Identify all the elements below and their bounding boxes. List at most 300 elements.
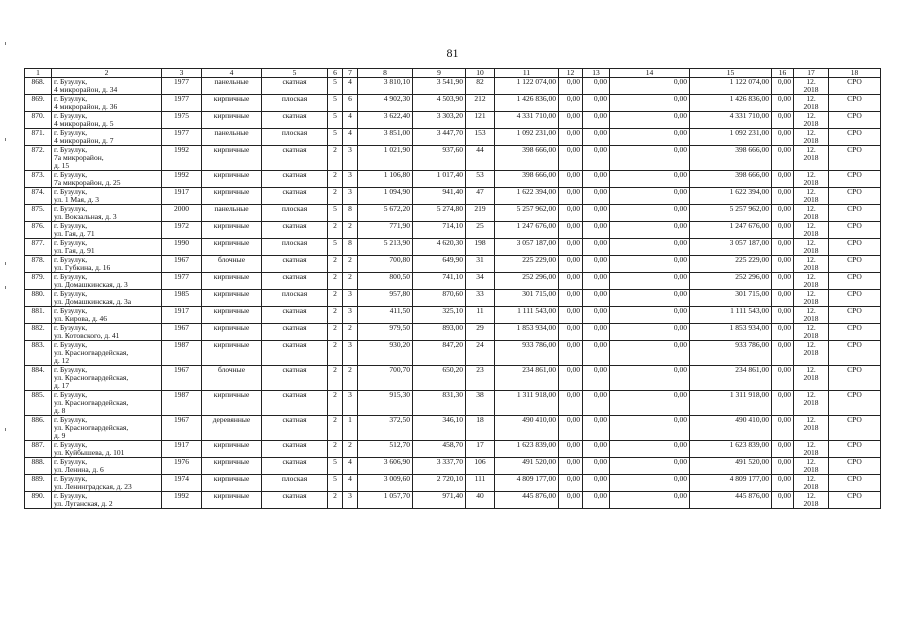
repair-term-line: 2018: [803, 314, 819, 323]
residents-cell: 34: [466, 273, 495, 290]
living-area-cell: 2 720,10: [413, 475, 466, 492]
total-cost-cell: 490 410,00: [495, 416, 559, 441]
floors-cell: 2: [328, 391, 343, 416]
cost-col-14-cell: 0,00: [610, 324, 690, 341]
repair-term-line: 12.: [806, 238, 816, 247]
cost-col-15-cell: 301 715,00: [690, 290, 772, 307]
roof-type-cell: скатная: [262, 441, 328, 458]
column-number: 12: [559, 69, 583, 78]
cost-col-12-cell: 0,00: [559, 416, 583, 441]
row-number-cell: 880.: [25, 290, 52, 307]
cost-col-13-cell: 0,00: [583, 475, 610, 492]
floors-cell: 2: [328, 441, 343, 458]
cost-col-14-cell: 0,00: [610, 416, 690, 441]
cost-col-13-cell: 0,00: [583, 492, 610, 509]
cost-col-14-cell: 0,00: [610, 341, 690, 366]
funding-method-cell: СРО: [829, 290, 881, 307]
residents-cell: 38: [466, 391, 495, 416]
cost-col-13-cell: 0,00: [583, 78, 610, 95]
total-area-cell: 930,20: [358, 341, 413, 366]
address-line: г. Бузулук,: [54, 323, 88, 332]
total-cost-cell: 1 111 543,00: [495, 307, 559, 324]
floors-cell: 5: [328, 112, 343, 129]
cost-col-14-cell: 0,00: [610, 458, 690, 475]
entrances-cell: 3: [343, 341, 358, 366]
repair-term-cell: [794, 205, 829, 222]
cost-col-14-cell: 0,00: [610, 441, 690, 458]
funding-method-cell: СРО: [829, 222, 881, 239]
floors-cell: 2: [328, 171, 343, 188]
cost-col-12-cell: 0,00: [559, 307, 583, 324]
total-cost-cell: 1 247 676,00: [495, 222, 559, 239]
wall-material-cell: кирпичные: [202, 290, 262, 307]
column-number: 3: [162, 69, 202, 78]
cost-col-12-cell: 0,00: [559, 366, 583, 391]
living-area-cell: 941,40: [413, 188, 466, 205]
total-area-cell: 5 672,20: [358, 205, 413, 222]
floors-cell: 2: [328, 273, 343, 290]
address-cell: [52, 239, 162, 256]
cost-col-12-cell: 0,00: [559, 256, 583, 273]
cost-col-12-cell: 0,00: [559, 78, 583, 95]
cost-col-16-cell: 0,00: [772, 95, 794, 112]
wall-material-cell: панельные: [202, 78, 262, 95]
total-cost-cell: 1 092 231,00: [495, 129, 559, 146]
cost-col-13-cell: 0,00: [583, 171, 610, 188]
year-built-cell: 1977: [162, 78, 202, 95]
entrances-cell: 2: [343, 324, 358, 341]
table-row: [25, 129, 881, 146]
address-line: 4 микрорайон, д. 5: [54, 119, 114, 128]
table-row: [25, 324, 881, 341]
living-area-cell: 847,20: [413, 341, 466, 366]
cost-col-15-cell: 491 520,00: [690, 458, 772, 475]
entrances-cell: 4: [343, 129, 358, 146]
address-line: ул. Вокзальная, д. 3: [54, 212, 117, 221]
wall-material-cell: кирпичные: [202, 112, 262, 129]
column-number-row: [25, 69, 881, 78]
entrances-cell: 3: [343, 146, 358, 171]
cost-col-12-cell: 0,00: [559, 171, 583, 188]
cost-col-15-cell: 234 861,00: [690, 366, 772, 391]
repair-term-cell: [794, 222, 829, 239]
year-built-cell: 1972: [162, 222, 202, 239]
column-number: 17: [794, 69, 829, 78]
row-number-cell: 881.: [25, 307, 52, 324]
cost-col-15-cell: 1 092 231,00: [690, 129, 772, 146]
address-line: г. Бузулук,: [54, 204, 88, 213]
roof-type-cell: скатная: [262, 307, 328, 324]
address-line: ул. Домашкинская, д. 3а: [54, 297, 132, 306]
wall-material-cell: деревянные: [202, 416, 262, 441]
total-cost-cell: 1 311 918,00: [495, 391, 559, 416]
repair-term-cell: [794, 112, 829, 129]
living-area-cell: 4 503,90: [413, 95, 466, 112]
table-body: [25, 69, 881, 509]
entrances-cell: 8: [343, 205, 358, 222]
funding-method-cell: СРО: [829, 239, 881, 256]
roof-type-cell: скатная: [262, 458, 328, 475]
total-area-cell: 979,50: [358, 324, 413, 341]
table-row: [25, 95, 881, 112]
total-cost-cell: 1 853 934,00: [495, 324, 559, 341]
wall-material-cell: кирпичные: [202, 475, 262, 492]
cost-col-15-cell: 490 410,00: [690, 416, 772, 441]
total-area-cell: 4 902,30: [358, 95, 413, 112]
address-cell: [52, 475, 162, 492]
row-number-cell: 868.: [25, 78, 52, 95]
total-cost-cell: 398 666,00: [495, 171, 559, 188]
table-row: [25, 341, 881, 366]
entrances-cell: 1: [343, 416, 358, 441]
address-cell: [52, 366, 162, 391]
repair-term-cell: [794, 324, 829, 341]
cost-col-14-cell: 0,00: [610, 366, 690, 391]
address-line: ул. Куйбышева, д. 101: [54, 448, 125, 457]
address-line: ул. Ленина, д. 6: [54, 465, 104, 474]
funding-method-cell: СРО: [829, 129, 881, 146]
repair-term-line: 2018: [803, 212, 819, 221]
address-line: г. Бузулук,: [54, 77, 88, 86]
total-area-cell: 1 094,90: [358, 188, 413, 205]
cost-col-16-cell: 0,00: [772, 307, 794, 324]
wall-material-cell: кирпичные: [202, 324, 262, 341]
living-area-cell: 714,10: [413, 222, 466, 239]
cost-col-13-cell: 0,00: [583, 341, 610, 366]
floors-cell: 2: [328, 290, 343, 307]
floors-cell: 5: [328, 239, 343, 256]
floors-cell: 2: [328, 366, 343, 391]
cost-col-16-cell: 0,00: [772, 129, 794, 146]
year-built-cell: 1967: [162, 324, 202, 341]
funding-method-cell: СРО: [829, 475, 881, 492]
living-area-cell: 325,10: [413, 307, 466, 324]
cost-col-16-cell: 0,00: [772, 458, 794, 475]
address-line: 4 микрорайон, д. 34: [54, 85, 118, 94]
total-cost-cell: 225 229,00: [495, 256, 559, 273]
scan-margin-mark: [5, 42, 6, 45]
entrances-cell: 8: [343, 239, 358, 256]
funding-method-cell: СРО: [829, 391, 881, 416]
roof-type-cell: скатная: [262, 222, 328, 239]
repair-term-line: 2018: [803, 229, 819, 238]
residents-cell: 40: [466, 492, 495, 509]
living-area-cell: 1 017,40: [413, 171, 466, 188]
living-area-cell: 870,60: [413, 290, 466, 307]
living-area-cell: 5 274,80: [413, 205, 466, 222]
table-row: [25, 366, 881, 391]
address-line: г. Бузулук,: [54, 474, 88, 483]
total-cost-cell: 445 876,00: [495, 492, 559, 509]
table-row: [25, 492, 881, 509]
repair-term-line: 12.: [806, 474, 816, 483]
column-number: 10: [466, 69, 495, 78]
roof-type-cell: скатная: [262, 416, 328, 441]
address-line: д. 9: [54, 431, 66, 440]
repair-term-line: 2018: [803, 119, 819, 128]
address-cell: [52, 391, 162, 416]
cost-col-13-cell: 0,00: [583, 112, 610, 129]
cost-col-16-cell: 0,00: [772, 256, 794, 273]
total-area-cell: 372,50: [358, 416, 413, 441]
cost-col-12-cell: 0,00: [559, 458, 583, 475]
roof-type-cell: скатная: [262, 171, 328, 188]
housing-register-table: [24, 68, 881, 509]
column-number: 5: [262, 69, 328, 78]
cost-col-14-cell: 0,00: [610, 290, 690, 307]
cost-col-16-cell: 0,00: [772, 475, 794, 492]
cost-col-14-cell: 0,00: [610, 492, 690, 509]
funding-method-cell: СРО: [829, 95, 881, 112]
cost-col-13-cell: 0,00: [583, 290, 610, 307]
address-line: 7а микрорайон, д. 25: [54, 178, 121, 187]
address-line: д. 8: [54, 406, 66, 415]
year-built-cell: 1992: [162, 171, 202, 188]
cost-col-16-cell: 0,00: [772, 441, 794, 458]
cost-col-13-cell: 0,00: [583, 324, 610, 341]
residents-cell: 11: [466, 307, 495, 324]
entrances-cell: 3: [343, 391, 358, 416]
total-cost-cell: 1 122 074,00: [495, 78, 559, 95]
row-number-cell: 886.: [25, 416, 52, 441]
cost-col-16-cell: 0,00: [772, 205, 794, 222]
funding-method-cell: СРО: [829, 307, 881, 324]
funding-method-cell: СРО: [829, 188, 881, 205]
roof-type-cell: плоская: [262, 95, 328, 112]
cost-col-14-cell: 0,00: [610, 475, 690, 492]
address-line: 7а микрорайон,: [54, 153, 104, 162]
column-number: 1: [25, 69, 52, 78]
residents-cell: 111: [466, 475, 495, 492]
column-number: 4: [202, 69, 262, 78]
table-row: [25, 188, 881, 205]
column-number: 11: [495, 69, 559, 78]
row-number-cell: 887.: [25, 441, 52, 458]
column-number: 6: [328, 69, 343, 78]
address-line: г. Бузулук,: [54, 390, 88, 399]
funding-method-cell: СРО: [829, 366, 881, 391]
year-built-cell: 2000: [162, 205, 202, 222]
repair-term-cell: [794, 341, 829, 366]
table-row: [25, 307, 881, 324]
column-number: 7: [343, 69, 358, 78]
cost-col-13-cell: 0,00: [583, 129, 610, 146]
residents-cell: 17: [466, 441, 495, 458]
address-line: 4 микрорайон, д. 36: [54, 102, 118, 111]
row-number-cell: 889.: [25, 475, 52, 492]
total-area-cell: 957,80: [358, 290, 413, 307]
total-area-cell: 3 810,10: [358, 78, 413, 95]
table-row: [25, 458, 881, 475]
address-cell: [52, 188, 162, 205]
year-built-cell: 1975: [162, 112, 202, 129]
cost-col-15-cell: 398 666,00: [690, 171, 772, 188]
funding-method-cell: СРО: [829, 112, 881, 129]
cost-col-16-cell: 0,00: [772, 188, 794, 205]
row-number-cell: 877.: [25, 239, 52, 256]
repair-term-line: 2018: [803, 331, 819, 340]
cost-col-16-cell: 0,00: [772, 341, 794, 366]
total-cost-cell: 1 622 394,00: [495, 188, 559, 205]
living-area-cell: 831,30: [413, 391, 466, 416]
total-area-cell: 5 213,90: [358, 239, 413, 256]
wall-material-cell: кирпичные: [202, 273, 262, 290]
repair-term-line: 12.: [806, 289, 816, 298]
total-area-cell: 800,50: [358, 273, 413, 290]
cost-col-15-cell: 1 111 543,00: [690, 307, 772, 324]
wall-material-cell: панельные: [202, 129, 262, 146]
repair-term-line: 2018: [803, 178, 819, 187]
wall-material-cell: кирпичные: [202, 391, 262, 416]
residents-cell: 24: [466, 341, 495, 366]
address-cell: [52, 95, 162, 112]
table-row: [25, 475, 881, 492]
row-number-cell: 875.: [25, 205, 52, 222]
repair-term-line: 2018: [803, 448, 819, 457]
cost-col-14-cell: 0,00: [610, 222, 690, 239]
total-cost-cell: 5 257 962,00: [495, 205, 559, 222]
year-built-cell: 1987: [162, 391, 202, 416]
entrances-cell: 4: [343, 458, 358, 475]
entrances-cell: 2: [343, 441, 358, 458]
row-number-cell: 869.: [25, 95, 52, 112]
total-area-cell: 3 009,60: [358, 475, 413, 492]
repair-term-line: 12.: [806, 170, 816, 179]
cost-col-14-cell: 0,00: [610, 112, 690, 129]
total-area-cell: 700,80: [358, 256, 413, 273]
column-number: 18: [829, 69, 881, 78]
row-number-cell: 879.: [25, 273, 52, 290]
repair-term-cell: [794, 171, 829, 188]
address-line: г. Бузулук,: [54, 440, 88, 449]
address-line: д. 17: [54, 381, 70, 390]
table-row: [25, 441, 881, 458]
table-row: [25, 222, 881, 239]
cost-col-13-cell: 0,00: [583, 222, 610, 239]
cost-col-15-cell: 1 853 934,00: [690, 324, 772, 341]
column-number: 16: [772, 69, 794, 78]
scan-margin-mark: [5, 286, 6, 289]
address-line: д. 15: [54, 161, 70, 170]
entrances-cell: 3: [343, 492, 358, 509]
wall-material-cell: блочные: [202, 366, 262, 391]
entrances-cell: 3: [343, 171, 358, 188]
cost-col-15-cell: 5 257 962,00: [690, 205, 772, 222]
residents-cell: 47: [466, 188, 495, 205]
year-built-cell: 1987: [162, 341, 202, 366]
roof-type-cell: скатная: [262, 146, 328, 171]
funding-method-cell: СРО: [829, 341, 881, 366]
repair-term-line: 2018: [803, 482, 819, 491]
row-number-cell: 876.: [25, 222, 52, 239]
cost-col-16-cell: 0,00: [772, 239, 794, 256]
year-built-cell: 1977: [162, 129, 202, 146]
address-line: ул. Домашкинская, д. 3: [54, 280, 128, 289]
floors-cell: 2: [328, 146, 343, 171]
total-area-cell: 1 106,80: [358, 171, 413, 188]
living-area-cell: 741,10: [413, 273, 466, 290]
cost-col-14-cell: 0,00: [610, 188, 690, 205]
address-line: д. 12: [54, 356, 70, 365]
residents-cell: 198: [466, 239, 495, 256]
cost-col-16-cell: 0,00: [772, 146, 794, 171]
funding-method-cell: СРО: [829, 458, 881, 475]
roof-type-cell: плоская: [262, 239, 328, 256]
residents-cell: 33: [466, 290, 495, 307]
roof-type-cell: плоская: [262, 205, 328, 222]
entrances-cell: 6: [343, 95, 358, 112]
cost-col-13-cell: 0,00: [583, 273, 610, 290]
cost-col-12-cell: 0,00: [559, 222, 583, 239]
roof-type-cell: скатная: [262, 188, 328, 205]
cost-col-15-cell: 225 229,00: [690, 256, 772, 273]
floors-cell: 5: [328, 475, 343, 492]
entrances-cell: 2: [343, 273, 358, 290]
funding-method-cell: СРО: [829, 146, 881, 171]
funding-method-cell: СРО: [829, 324, 881, 341]
total-cost-cell: 933 786,00: [495, 341, 559, 366]
floors-cell: 2: [328, 222, 343, 239]
roof-type-cell: скатная: [262, 324, 328, 341]
row-number-cell: 874.: [25, 188, 52, 205]
row-number-cell: 870.: [25, 112, 52, 129]
address-line: ул. 1 Мая, д. 3: [54, 195, 100, 204]
total-area-cell: 512,70: [358, 441, 413, 458]
address-cell: [52, 458, 162, 475]
cost-col-14-cell: 0,00: [610, 256, 690, 273]
scan-margin-mark: [5, 428, 6, 431]
address-line: г. Бузулук,: [54, 238, 88, 247]
row-number-cell: 883.: [25, 341, 52, 366]
repair-term-line: 12.: [806, 128, 816, 137]
address-line: ул. Кирова, д. 46: [54, 314, 108, 323]
residents-cell: 121: [466, 112, 495, 129]
residents-cell: 106: [466, 458, 495, 475]
repair-term-cell: [794, 458, 829, 475]
cost-col-12-cell: 0,00: [559, 129, 583, 146]
roof-type-cell: скатная: [262, 341, 328, 366]
repair-term-line: 2018: [803, 136, 819, 145]
floors-cell: 2: [328, 256, 343, 273]
table-row: [25, 205, 881, 222]
table-row: [25, 391, 881, 416]
floors-cell: 2: [328, 341, 343, 366]
row-number-cell: 882.: [25, 324, 52, 341]
cost-col-14-cell: 0,00: [610, 146, 690, 171]
address-line: г. Бузулук,: [54, 255, 88, 264]
cost-col-14-cell: 0,00: [610, 391, 690, 416]
total-area-cell: 3 622,40: [358, 112, 413, 129]
address-line: г. Бузулук,: [54, 145, 88, 154]
address-line: г. Бузулук,: [54, 306, 88, 315]
floors-cell: 2: [328, 492, 343, 509]
residents-cell: 31: [466, 256, 495, 273]
repair-term-cell: [794, 391, 829, 416]
table-row: [25, 171, 881, 188]
cost-col-14-cell: 0,00: [610, 171, 690, 188]
roof-type-cell: плоская: [262, 475, 328, 492]
funding-method-cell: СРО: [829, 78, 881, 95]
address-cell: [52, 290, 162, 307]
cost-col-16-cell: 0,00: [772, 171, 794, 188]
year-built-cell: 1967: [162, 366, 202, 391]
cost-col-13-cell: 0,00: [583, 307, 610, 324]
cost-col-12-cell: 0,00: [559, 341, 583, 366]
address-cell: [52, 205, 162, 222]
cost-col-15-cell: 1 426 836,00: [690, 95, 772, 112]
floors-cell: 2: [328, 188, 343, 205]
address-cell: [52, 112, 162, 129]
